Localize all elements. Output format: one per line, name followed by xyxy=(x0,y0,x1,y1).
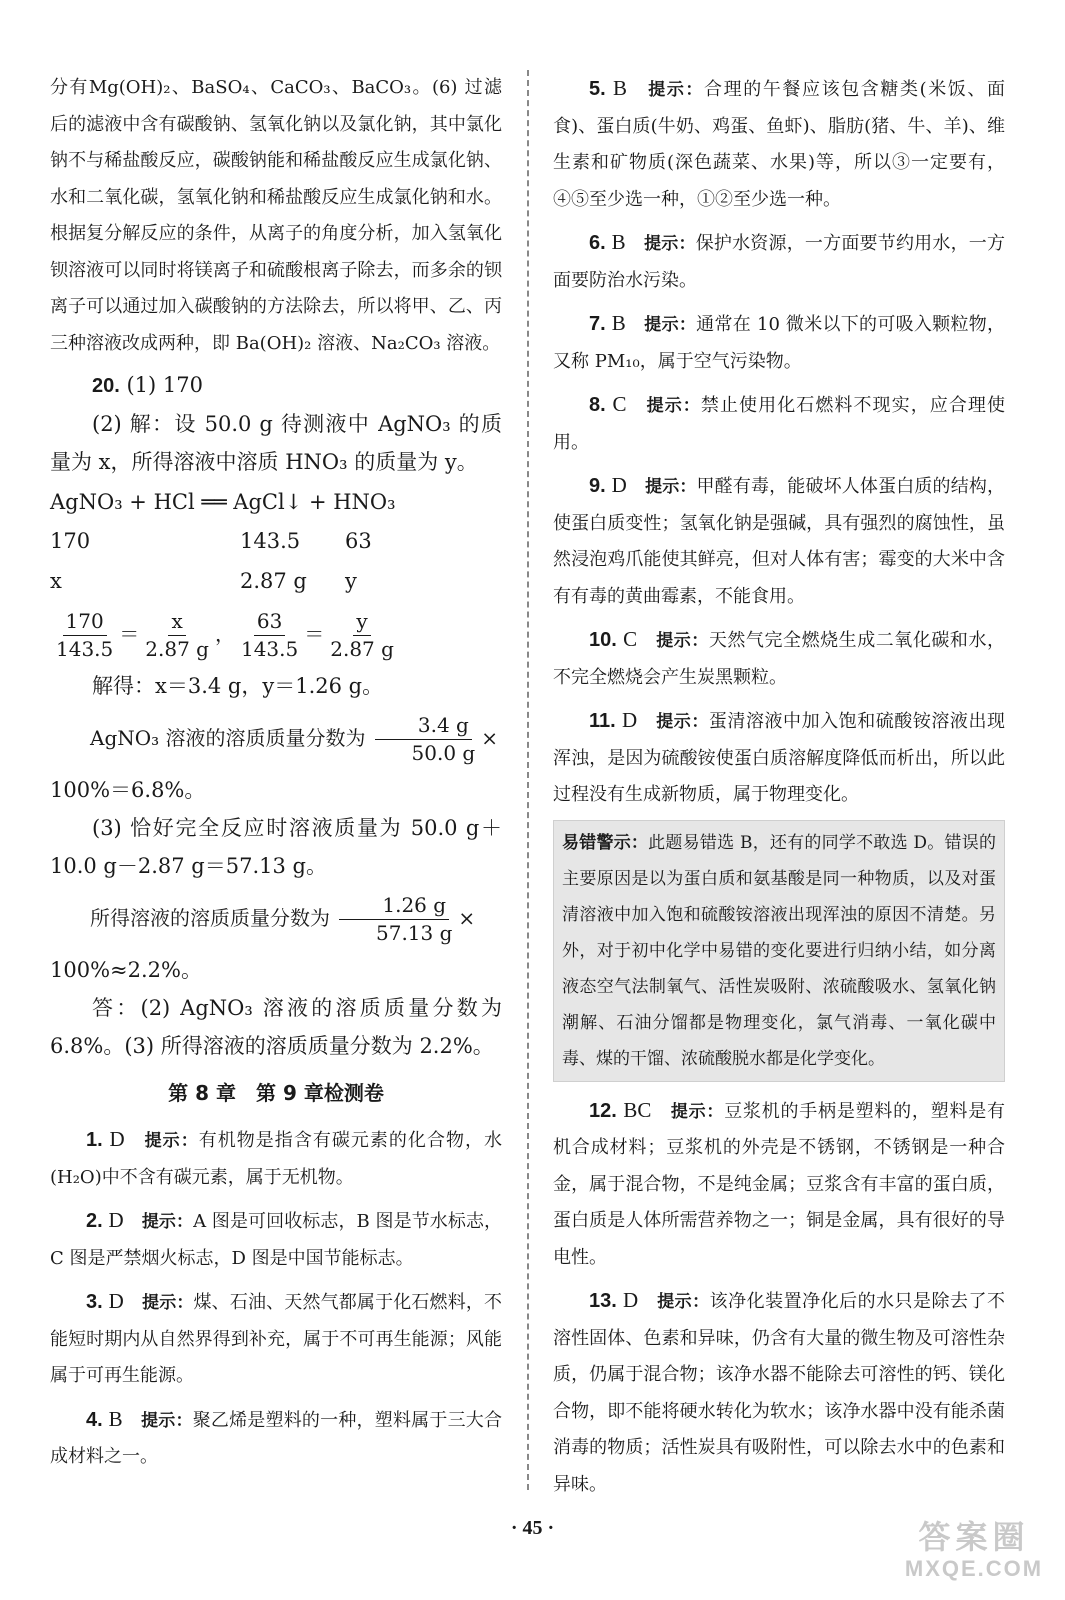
question-item: 1. D 提示：有机物是指含有碳元素的化合物，水(H₂O)中不含有碳元素，属于无机物。 xyxy=(50,1127,503,1188)
fraction: $\frac{170}{143.5}$ xyxy=(56,609,114,661)
ratio-equation: $\frac{170}{143.5}$ ＝ $\frac{x}{2.87 g}$ ， $\frac{63}{143.5}$ ＝ $\frac{y}{2.87 g}$ xyxy=(50,601,502,667)
question-number: 20. xyxy=(92,375,120,397)
question-item: 10. C 提示：天然气完全燃烧生成二氧化碳和水，不完全燃烧会产生炭黑颗粒。 xyxy=(553,627,1006,688)
calc-cell: 170 xyxy=(50,529,91,553)
fraction-line-2: 所得溶液的溶质质量分数为 $\frac{1.26 g}{57.13 g}$ × xyxy=(90,893,476,945)
question-item: 11. D 提示：蛋清溶液中加入饱和硫酸铵溶液出现浑浊，是因为硫酸铵使蛋白质溶解度降低而析出，所以此过程没有生成新物质，属于物理变化。 xyxy=(553,708,1006,805)
question-item: 6. B 提示：保护水资源，一方面要节约用水，一方面要防治水污染。 xyxy=(553,230,1006,291)
mass-row xyxy=(50,561,502,601)
molar-mass-row xyxy=(50,521,502,561)
question-20-part1-text: (1) 170 xyxy=(119,373,203,397)
paragraph-continuation: 分有Mg(OH)₂、BaSO₄、CaCO₃、BaCO₃。(6) 过滤后的滤液中含有碳酸钠、氢氧化钠以及氯化钠，其中氯化钠不与稀盐酸反应，碳酸钠能和稀盐酸反应生成氯化钠、水和二氧化碳，氢氧化钠和稀盐酸反应生成氯化钠和水。根据复分解反应的条件，从离子的角度分析，加入氢氧化钡溶液可以同时将镁离子和硫酸根离子除去，而多余的钡离子可以通过加入碳酸钠的方法除去，所以将甲、乙、丙三种溶液改成两种，即 Ba(OH)₂ 溶液、Na₂CO₃ 溶液。 xyxy=(50,77,502,354)
warning-text: 此题易错选 B，还有的同学不敢选 D。错误的主要原因是以为蛋白质和氨基酸是同一种物质，以及对蛋清溶液中加入饱和硫酸铵溶液出现浑浊的原因不清楚。另外，对于初中化学中易错的变化要进行归纳小结，如分离液态空气法制氧气、活性炭吸附、浓硫酸吸水、氢氧化钠潮解、石油分馏都是物理变化，氯气消毒、一氧化碳中毒、煤的干馏、浓硫酸脱水都是化学变化。 xyxy=(562,832,996,1069)
left-column xyxy=(50,70,502,1476)
result-line-1: 100%＝6.8%。 xyxy=(50,778,206,802)
watermark-bottom: MXQE.COM xyxy=(904,1556,1044,1581)
fraction: $\frac{63}{143.5}$ xyxy=(240,609,299,661)
fraction: $\frac{3.4 g}{50.0 g}$ xyxy=(369,712,479,767)
question-item: 5. B 提示：合理的午餐应该包含糖类(米饭、面食)、蛋白质(牛奶、鸡蛋、鱼虾)、脂肪(猪、牛、羊)、维生素和矿物质(深色蔬菜、水果)等，所以③一定要有，④⑤至少选一种，①②至少选一种。 xyxy=(553,76,1006,210)
calc-cell: 143.5 xyxy=(240,529,301,553)
error-warning-box xyxy=(553,820,1005,1082)
page-number: · 45 · xyxy=(510,1517,555,1539)
question-item: 7. B 提示：通常在 10 微米以下的可吸入颗粒物，又称 PM₁₀，属于空气污染物。 xyxy=(553,311,1006,372)
section-title: 第 8 章 第 9 章检测卷 xyxy=(168,1081,384,1105)
question-item: 2. D 提示：A 图是可回收标志，B 图是节水标志，C 图是严禁烟火标志，D 图是中国节能标志。 xyxy=(50,1208,503,1269)
fraction-line-1: AgNO₃ 溶液的溶质质量分数为 $\frac{3.4 g}{50.0 g}$ × xyxy=(90,713,498,765)
question-item: 8. C 提示：禁止使用化石燃料不现实，应合理使用。 xyxy=(553,392,1006,453)
question-item: 3. D 提示：煤、石油、天然气都属于化石燃料，不能短时期内从自然界得到补充，属于不可再生能源；风能属于可再生能源。 xyxy=(50,1289,503,1386)
question-20-part1 xyxy=(50,366,502,405)
fraction: $\frac{y}{2.87 g}$ xyxy=(330,609,394,661)
question-item: 9. D 提示：甲醛有毒，能破坏人体蛋白质的结构，使蛋白质变性；氢氧化钠是强碱，具有强烈的腐蚀性，虽然浸泡鸡爪能使其鲜亮，但对人体有害；霉变的大米中含有有毒的黄曲霉素，不能食用。 xyxy=(553,473,1006,607)
part-3-line: (3) 恰好完全反应时溶液质量为 50.0 g＋10.0 g－2.87 g＝57.13 g。 xyxy=(50,816,502,878)
calc-cell: y xyxy=(345,569,357,593)
fraction: $\frac{x}{2.87 g}$ xyxy=(145,609,209,661)
question-item: 13. D 提示：该净化装置净化后的水只是除去了不溶性固体、色素和异味，仍含有大量的微生物及可溶性杂质，仍属于混合物；该净水器不能除去可溶性的钙、镁化合物，即不能将硬水转化为软水；该净水器中没有能杀菌消毒的物质；活性炭具有吸附性，可以除去水中的色素和异味。 xyxy=(553,1288,1005,1495)
solution-line: 解得：x＝3.4 g，y＝1.26 g。 xyxy=(92,674,384,698)
calc-cell: x xyxy=(50,569,62,593)
warning-title: 易错警示： xyxy=(562,832,649,853)
question-item: 12. BC 提示：豆浆机的手柄是塑料的，塑料是有机合成材料；豆浆机的外壳是不锈钢，不锈钢是一种合金，属于混合物，不是纯金属；豆浆含有丰富的蛋白质，蛋白质是人体所需营养物之一；铜是金属，具有很好的导电性。 xyxy=(553,1097,1006,1268)
watermark-top: 答案圈 xyxy=(918,1519,1030,1555)
answer-line: 答：(2) AgNO₃ 溶液的溶质质量分数为 6.8%。(3) 所得溶液的溶质质量分数为 2.2%。 xyxy=(50,996,502,1058)
fraction: $\frac{1.26 g}{57.13 g}$ xyxy=(333,892,455,947)
column-divider xyxy=(527,70,529,1490)
watermark-logo xyxy=(895,1518,1053,1588)
result-line-2: 100%≈2.2%。 xyxy=(50,958,202,982)
question-20-part2: (2) 解：设 50.0 g 待测液中 AgNO₃ 的质量为 x，所得溶液中溶质 HNO₃ 的质量为 y。 xyxy=(50,412,502,474)
right-column xyxy=(553,70,1005,1503)
calc-cell: 2.87 g xyxy=(240,569,307,593)
calc-cell: 63 xyxy=(345,529,372,553)
chemical-equation: AgNO₃ + HCl ══ AgCl↓ + HNO₃ xyxy=(50,490,396,514)
question-item: 4. B 提示：聚乙烯是塑料的一种，塑料属于三大合成材料之一。 xyxy=(50,1406,503,1467)
